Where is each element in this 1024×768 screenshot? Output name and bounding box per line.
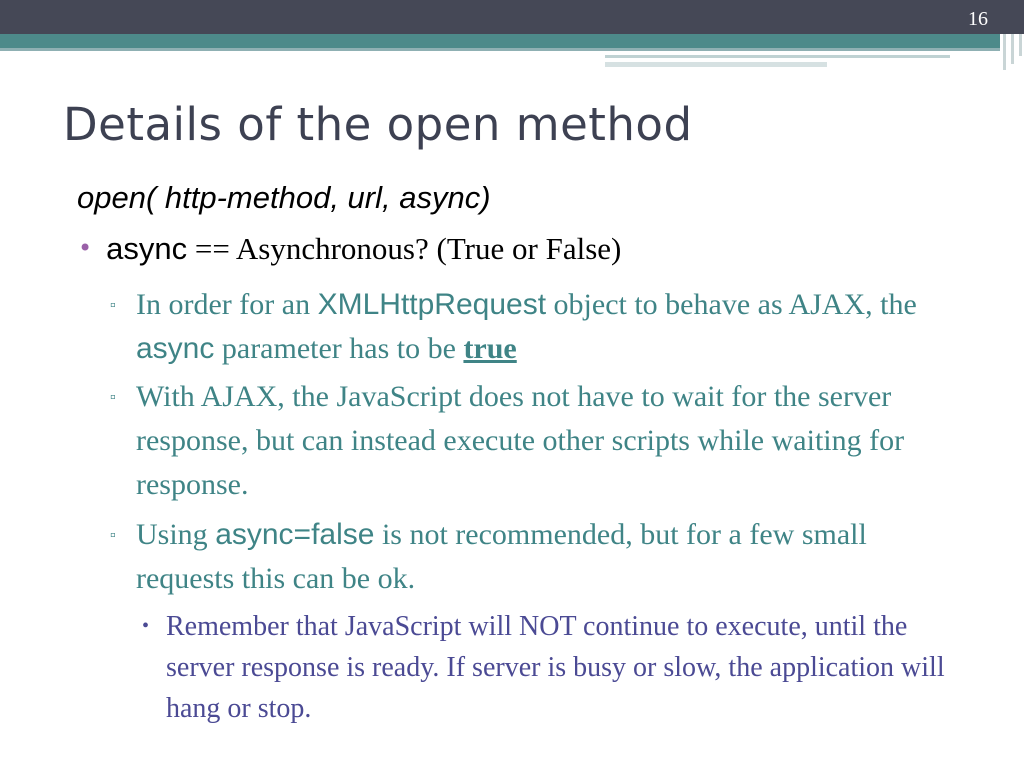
square-bullet-icon: ▫ (110, 527, 116, 544)
sub-bullet-ajax-wait (110, 375, 950, 507)
sub-bullet-async-false (110, 513, 950, 601)
bullet-text: == Asynchronous? (True or False) (187, 231, 622, 266)
decorative-line (605, 55, 950, 58)
term-async: async (106, 231, 188, 266)
slide-title: Details of the open method (63, 98, 693, 151)
emphasis-true: true (463, 332, 517, 365)
square-bullet-icon: ▫ (110, 297, 116, 314)
method-signature: open( http-method, url, async) (77, 180, 491, 215)
bullet-async (78, 231, 621, 267)
decorative-line (605, 62, 827, 67)
sub-bullet-text: Using (136, 518, 216, 551)
term-xmlhttprequest: XMLHttpRequest (317, 288, 547, 321)
sub-bullet-text: With AJAX, the JavaScript does not have to wait for the server response, but can instead execute other scripts while waiting for response. (136, 380, 905, 501)
term-async-false: async=false (215, 518, 375, 551)
sub-sub-bullet-warning (142, 606, 962, 729)
sub-bullet-text: object to behave as AJAX, the (546, 288, 917, 321)
sub-bullet-text: parameter has to be (214, 332, 464, 365)
square-bullet-icon: ▫ (110, 389, 116, 406)
header-accent-band (0, 34, 1000, 48)
decorative-vertical-line (1011, 34, 1014, 64)
sub-bullet-xmlhttprequest (110, 283, 950, 371)
decorative-vertical-line (1003, 34, 1006, 70)
bullet-dot-icon: • (78, 234, 93, 262)
decorative-vertical-line (1019, 34, 1022, 56)
sub-sub-bullet-text: Remember that JavaScript will NOT continue to execute, until the server response is ready. If server is busy or slow, the application will hang or stop. (166, 611, 945, 724)
sub-bullet-text: is not recommended, but for a few small requests this can be ok. (136, 518, 867, 595)
header-bar (0, 0, 1024, 34)
sub-bullet-text: In order for an (136, 288, 318, 321)
small-bullet-icon: • (142, 615, 150, 637)
page-number: 16 (968, 8, 988, 30)
header-accent-stripe (0, 48, 1000, 51)
term-async: async (136, 332, 215, 365)
